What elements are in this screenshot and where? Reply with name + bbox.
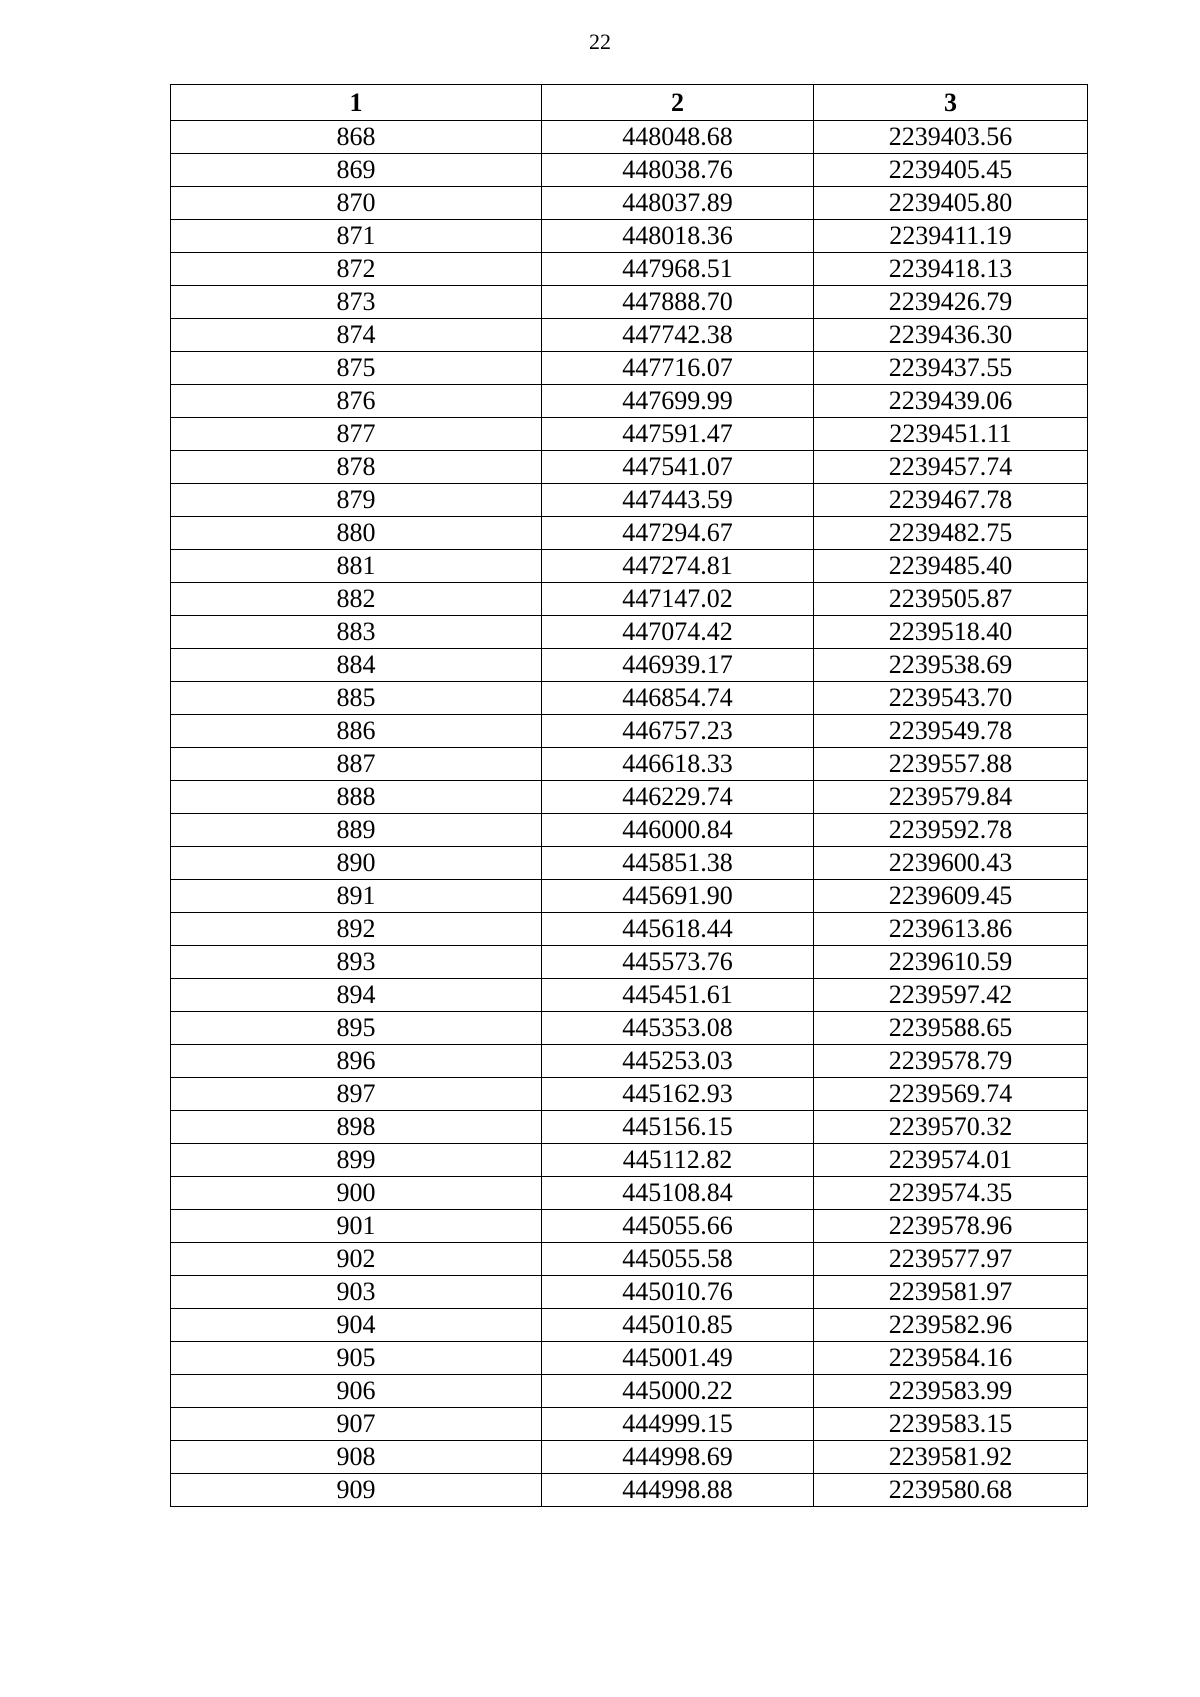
point-number-cell: 884 bbox=[171, 649, 542, 682]
coord-x-cell: 446939.17 bbox=[542, 649, 814, 682]
table-row bbox=[171, 1210, 1088, 1243]
table-row bbox=[171, 682, 1088, 715]
header-cell-1: 1 bbox=[171, 85, 542, 121]
point-number-cell: 895 bbox=[171, 1012, 542, 1045]
coord-x-cell: 445010.85 bbox=[542, 1309, 814, 1342]
table-row bbox=[171, 1177, 1088, 1210]
point-number-cell: 880 bbox=[171, 517, 542, 550]
point-number-cell: 903 bbox=[171, 1276, 542, 1309]
coord-x-cell: 447074.42 bbox=[542, 616, 814, 649]
point-number-cell: 906 bbox=[171, 1375, 542, 1408]
header-cell-3: 3 bbox=[814, 85, 1088, 121]
table-row bbox=[171, 715, 1088, 748]
coord-x-cell: 448037.89 bbox=[542, 187, 814, 220]
point-number-cell: 901 bbox=[171, 1210, 542, 1243]
coord-x-cell: 447274.81 bbox=[542, 550, 814, 583]
table-row bbox=[171, 484, 1088, 517]
coord-x-cell: 445055.58 bbox=[542, 1243, 814, 1276]
coord-x-cell: 445000.22 bbox=[542, 1375, 814, 1408]
coord-y-cell: 2239411.19 bbox=[814, 220, 1088, 253]
point-number-cell: 870 bbox=[171, 187, 542, 220]
coord-x-cell: 445451.61 bbox=[542, 979, 814, 1012]
table-header bbox=[171, 85, 1088, 121]
coord-x-cell: 445573.76 bbox=[542, 946, 814, 979]
table-row bbox=[171, 1309, 1088, 1342]
coord-x-cell: 447968.51 bbox=[542, 253, 814, 286]
table-row bbox=[171, 319, 1088, 352]
point-number-cell: 909 bbox=[171, 1474, 542, 1507]
coord-x-cell: 445112.82 bbox=[542, 1144, 814, 1177]
table-row bbox=[171, 649, 1088, 682]
point-number-cell: 868 bbox=[171, 121, 542, 154]
coord-x-cell: 446854.74 bbox=[542, 682, 814, 715]
coord-y-cell: 2239600.43 bbox=[814, 847, 1088, 880]
coord-x-cell: 448038.76 bbox=[542, 154, 814, 187]
point-number-cell: 894 bbox=[171, 979, 542, 1012]
coord-y-cell: 2239583.99 bbox=[814, 1375, 1088, 1408]
point-number-cell: 869 bbox=[171, 154, 542, 187]
table-row bbox=[171, 418, 1088, 451]
point-number-cell: 892 bbox=[171, 913, 542, 946]
point-number-cell: 905 bbox=[171, 1342, 542, 1375]
table-row bbox=[171, 583, 1088, 616]
coord-x-cell: 447742.38 bbox=[542, 319, 814, 352]
coord-y-cell: 2239574.01 bbox=[814, 1144, 1088, 1177]
coord-y-cell: 2239549.78 bbox=[814, 715, 1088, 748]
point-number-cell: 898 bbox=[171, 1111, 542, 1144]
coord-x-cell: 444999.15 bbox=[542, 1408, 814, 1441]
point-number-cell: 874 bbox=[171, 319, 542, 352]
point-number-cell: 873 bbox=[171, 286, 542, 319]
coord-y-cell: 2239577.97 bbox=[814, 1243, 1088, 1276]
coord-y-cell: 2239482.75 bbox=[814, 517, 1088, 550]
coord-y-cell: 2239581.97 bbox=[814, 1276, 1088, 1309]
point-number-cell: 891 bbox=[171, 880, 542, 913]
coord-y-cell: 2239583.15 bbox=[814, 1408, 1088, 1441]
coord-x-cell: 447443.59 bbox=[542, 484, 814, 517]
coord-x-cell: 445156.15 bbox=[542, 1111, 814, 1144]
coord-y-cell: 2239578.96 bbox=[814, 1210, 1088, 1243]
table-row bbox=[171, 1078, 1088, 1111]
table-row bbox=[171, 814, 1088, 847]
coord-x-cell: 445010.76 bbox=[542, 1276, 814, 1309]
coord-x-cell: 446757.23 bbox=[542, 715, 814, 748]
coord-y-cell: 2239437.55 bbox=[814, 352, 1088, 385]
table-row bbox=[171, 253, 1088, 286]
point-number-cell: 871 bbox=[171, 220, 542, 253]
coord-x-cell: 447147.02 bbox=[542, 583, 814, 616]
point-number-cell: 899 bbox=[171, 1144, 542, 1177]
coord-x-cell: 446000.84 bbox=[542, 814, 814, 847]
point-number-cell: 872 bbox=[171, 253, 542, 286]
coord-y-cell: 2239578.79 bbox=[814, 1045, 1088, 1078]
coord-x-cell: 445162.93 bbox=[542, 1078, 814, 1111]
table-row bbox=[171, 154, 1088, 187]
table-row bbox=[171, 1012, 1088, 1045]
coord-y-cell: 2239574.35 bbox=[814, 1177, 1088, 1210]
point-number-cell: 904 bbox=[171, 1309, 542, 1342]
coord-y-cell: 2239538.69 bbox=[814, 649, 1088, 682]
point-number-cell: 886 bbox=[171, 715, 542, 748]
point-number-cell: 887 bbox=[171, 748, 542, 781]
table-row bbox=[171, 1111, 1088, 1144]
coord-y-cell: 2239543.70 bbox=[814, 682, 1088, 715]
table-row bbox=[171, 913, 1088, 946]
table-row bbox=[171, 616, 1088, 649]
header-cell-2: 2 bbox=[542, 85, 814, 121]
table-row bbox=[171, 748, 1088, 781]
coord-x-cell: 448018.36 bbox=[542, 220, 814, 253]
coord-y-cell: 2239403.56 bbox=[814, 121, 1088, 154]
coord-y-cell: 2239613.86 bbox=[814, 913, 1088, 946]
coord-y-cell: 2239592.78 bbox=[814, 814, 1088, 847]
coord-x-cell: 445253.03 bbox=[542, 1045, 814, 1078]
point-number-cell: 890 bbox=[171, 847, 542, 880]
point-number-cell: 882 bbox=[171, 583, 542, 616]
point-number-cell: 889 bbox=[171, 814, 542, 847]
coord-y-cell: 2239557.88 bbox=[814, 748, 1088, 781]
table-row bbox=[171, 1441, 1088, 1474]
point-number-cell: 893 bbox=[171, 946, 542, 979]
coord-y-cell: 2239457.74 bbox=[814, 451, 1088, 484]
point-number-cell: 878 bbox=[171, 451, 542, 484]
coord-x-cell: 444998.69 bbox=[542, 1441, 814, 1474]
coord-x-cell: 445001.49 bbox=[542, 1342, 814, 1375]
coord-y-cell: 2239485.40 bbox=[814, 550, 1088, 583]
table-row bbox=[171, 550, 1088, 583]
coord-y-cell: 2239582.96 bbox=[814, 1309, 1088, 1342]
point-number-cell: 876 bbox=[171, 385, 542, 418]
point-number-cell: 875 bbox=[171, 352, 542, 385]
point-number-cell: 907 bbox=[171, 1408, 542, 1441]
coord-x-cell: 445353.08 bbox=[542, 1012, 814, 1045]
coord-x-cell: 446618.33 bbox=[542, 748, 814, 781]
coord-y-cell: 2239588.65 bbox=[814, 1012, 1088, 1045]
table-body bbox=[171, 121, 1088, 1507]
table-row bbox=[171, 517, 1088, 550]
table-row bbox=[171, 880, 1088, 913]
coord-y-cell: 2239584.16 bbox=[814, 1342, 1088, 1375]
point-number-cell: 885 bbox=[171, 682, 542, 715]
table-row bbox=[171, 352, 1088, 385]
table-row bbox=[171, 1342, 1088, 1375]
point-number-cell: 883 bbox=[171, 616, 542, 649]
table-row bbox=[171, 187, 1088, 220]
coord-y-cell: 2239405.45 bbox=[814, 154, 1088, 187]
coord-x-cell: 446229.74 bbox=[542, 781, 814, 814]
table-row bbox=[171, 220, 1088, 253]
coord-y-cell: 2239405.80 bbox=[814, 187, 1088, 220]
coord-x-cell: 447294.67 bbox=[542, 517, 814, 550]
coord-y-cell: 2239610.59 bbox=[814, 946, 1088, 979]
point-number-cell: 877 bbox=[171, 418, 542, 451]
table-row bbox=[171, 1408, 1088, 1441]
coord-x-cell: 447716.07 bbox=[542, 352, 814, 385]
coord-y-cell: 2239570.32 bbox=[814, 1111, 1088, 1144]
table-row bbox=[171, 1375, 1088, 1408]
coord-y-cell: 2239597.42 bbox=[814, 979, 1088, 1012]
coord-x-cell: 447591.47 bbox=[542, 418, 814, 451]
coord-x-cell: 444998.88 bbox=[542, 1474, 814, 1507]
coord-x-cell: 445108.84 bbox=[542, 1177, 814, 1210]
coord-x-cell: 448048.68 bbox=[542, 121, 814, 154]
point-number-cell: 908 bbox=[171, 1441, 542, 1474]
header-row bbox=[171, 85, 1088, 121]
coord-x-cell: 445055.66 bbox=[542, 1210, 814, 1243]
coord-y-cell: 2239569.74 bbox=[814, 1078, 1088, 1111]
coord-y-cell: 2239518.40 bbox=[814, 616, 1088, 649]
table-row bbox=[171, 946, 1088, 979]
table-row bbox=[171, 1474, 1088, 1507]
point-number-cell: 881 bbox=[171, 550, 542, 583]
table-row bbox=[171, 1045, 1088, 1078]
coord-x-cell: 447699.99 bbox=[542, 385, 814, 418]
coord-y-cell: 2239436.30 bbox=[814, 319, 1088, 352]
coord-y-cell: 2239451.11 bbox=[814, 418, 1088, 451]
table-row bbox=[171, 1276, 1088, 1309]
coord-x-cell: 445691.90 bbox=[542, 880, 814, 913]
coord-x-cell: 447541.07 bbox=[542, 451, 814, 484]
point-number-cell: 879 bbox=[171, 484, 542, 517]
point-number-cell: 900 bbox=[171, 1177, 542, 1210]
table-row bbox=[171, 781, 1088, 814]
coord-y-cell: 2239505.87 bbox=[814, 583, 1088, 616]
coord-y-cell: 2239580.68 bbox=[814, 1474, 1088, 1507]
point-number-cell: 896 bbox=[171, 1045, 542, 1078]
table-row bbox=[171, 847, 1088, 880]
table-row bbox=[171, 286, 1088, 319]
coord-y-cell: 2239426.79 bbox=[814, 286, 1088, 319]
coord-y-cell: 2239467.78 bbox=[814, 484, 1088, 517]
coord-y-cell: 2239439.06 bbox=[814, 385, 1088, 418]
table-row bbox=[171, 1144, 1088, 1177]
coord-x-cell: 447888.70 bbox=[542, 286, 814, 319]
coord-y-cell: 2239609.45 bbox=[814, 880, 1088, 913]
table-row bbox=[171, 385, 1088, 418]
table-row bbox=[171, 451, 1088, 484]
table-row bbox=[171, 979, 1088, 1012]
coord-y-cell: 2239581.92 bbox=[814, 1441, 1088, 1474]
table-row bbox=[171, 121, 1088, 154]
coord-x-cell: 445851.38 bbox=[542, 847, 814, 880]
point-number-cell: 897 bbox=[171, 1078, 542, 1111]
coordinates-table bbox=[170, 84, 1088, 1507]
page-number: 22 bbox=[589, 29, 611, 54]
point-number-cell: 888 bbox=[171, 781, 542, 814]
table-row bbox=[171, 1243, 1088, 1276]
coord-y-cell: 2239579.84 bbox=[814, 781, 1088, 814]
coord-y-cell: 2239418.13 bbox=[814, 253, 1088, 286]
point-number-cell: 902 bbox=[171, 1243, 542, 1276]
coord-x-cell: 445618.44 bbox=[542, 913, 814, 946]
